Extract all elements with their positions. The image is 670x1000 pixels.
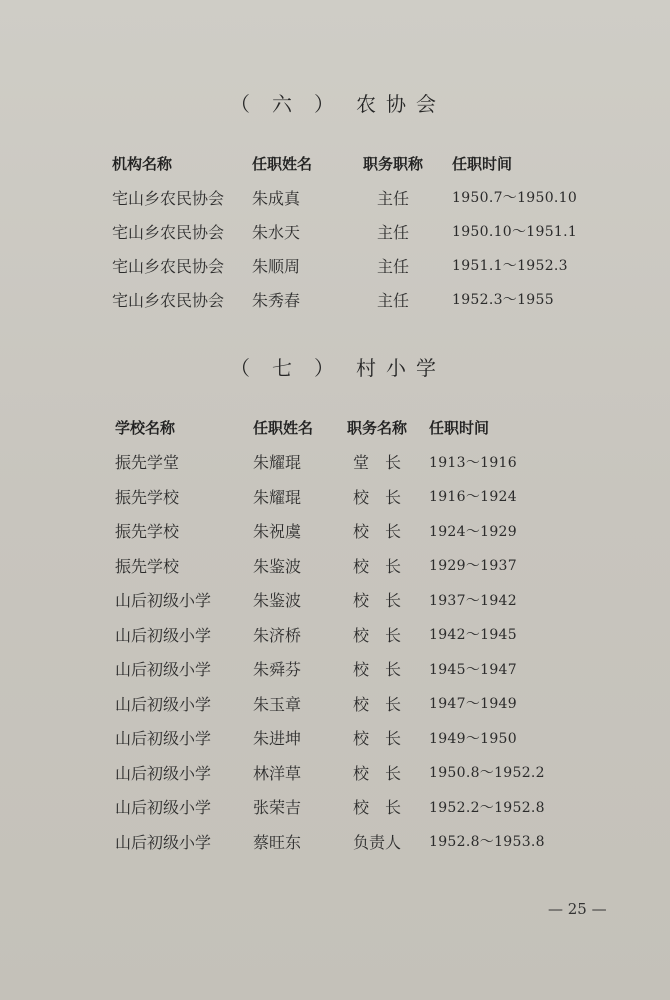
cell-position: 主任 [376,188,409,208]
header-term: 任职时间 [429,418,490,437]
title-number: 七 [272,356,294,380]
cell-person-name: 朱进坤 [253,729,302,749]
cell-term: 1949～1950 [429,730,517,747]
table-row [115,548,589,583]
table-row [115,790,589,825]
cell-org-name: 山后初级小学 [115,694,212,714]
title-paren-open: （ [230,356,252,380]
cell-position: 负责人 [352,832,401,852]
cell-person-name: 林洋草 [253,763,302,783]
table-row [115,652,589,687]
table-row [112,180,612,214]
cell-person-name: 蔡旺东 [253,832,302,852]
header-term: 任职时间 [452,154,513,173]
cell-person-name: 朱水天 [252,222,301,242]
title-name: 村小学 [356,356,446,380]
cell-org-name: 山后初级小学 [115,660,212,680]
cell-position: 校 长 [352,729,401,749]
cell-position: 校 长 [352,487,401,507]
table-row [115,686,589,721]
cell-term: 1952.8～1953.8 [429,834,545,851]
table-row [112,282,612,316]
cell-org-name: 宅山乡农民协会 [112,290,225,310]
cell-org-name: 山后初级小学 [115,763,212,783]
cell-person-name: 朱济桥 [253,625,302,645]
cell-position: 校 长 [352,556,401,576]
cell-person-name: 朱祝虞 [253,522,302,542]
cell-term: 1947～1949 [429,696,517,713]
cell-person-name: 张荣吉 [253,798,302,818]
cell-person-name: 朱玉章 [253,694,302,714]
cell-term: 1952.2～1952.8 [429,799,545,816]
cell-org-name: 宅山乡农民协会 [112,188,225,208]
cell-position: 校 长 [352,625,401,645]
cell-position: 校 长 [352,763,401,783]
cell-position: 校 长 [352,660,401,680]
cell-term: 1937～1942 [429,592,517,609]
title-name: 农协会 [356,92,446,116]
cell-person-name: 朱耀琨 [253,487,302,507]
cell-position: 主任 [376,290,409,310]
cell-org-name: 振先学堂 [115,453,180,473]
section-title-village-school [0,352,670,381]
section-title-farmers-association [0,88,670,117]
cell-term: 1950.7～1950.10 [452,190,578,206]
farmers-association-table [112,146,612,316]
cell-org-name: 振先学校 [115,522,180,542]
village-school-table [115,410,589,859]
cell-position: 堂 长 [352,453,401,473]
cell-org-name: 宅山乡农民协会 [112,222,225,242]
cell-org-name: 山后初级小学 [115,832,212,852]
cell-position: 主任 [376,222,409,242]
cell-org-name: 振先学校 [115,556,180,576]
cell-term: 1913～1916 [429,454,517,471]
cell-term: 1942～1945 [429,627,517,644]
table-row [115,824,589,859]
table-header-row [115,410,589,445]
table-row [112,214,612,248]
cell-term: 1951.1～1952.3 [452,258,568,274]
cell-person-name: 朱鉴波 [253,556,302,576]
table-row [115,514,589,549]
table-row [112,248,612,282]
cell-org-name: 山后初级小学 [115,591,212,611]
cell-position: 校 长 [352,694,401,714]
cell-org-name: 山后初级小学 [115,798,212,818]
cell-term: 1952.3～1955 [452,292,554,308]
cell-position: 校 长 [352,522,401,542]
cell-org-name: 山后初级小学 [115,729,212,749]
header-org-name: 机构名称 [112,154,173,173]
cell-person-name: 朱成真 [252,188,301,208]
cell-person-name: 朱耀琨 [253,453,302,473]
header-person-name: 任职姓名 [253,418,314,437]
cell-term: 1945～1947 [429,661,517,678]
cell-org-name: 宅山乡农民协会 [112,256,225,276]
table-row [115,583,589,618]
header-person-name: 任职姓名 [252,154,313,173]
cell-person-name: 朱秀春 [252,290,301,310]
header-position: 职务职称 [362,154,423,173]
table-row [115,479,589,514]
cell-org-name: 山后初级小学 [115,625,212,645]
cell-person-name: 朱鉴波 [253,591,302,611]
cell-position: 校 长 [352,591,401,611]
cell-person-name: 朱舜芬 [253,660,302,680]
table-row [115,721,589,756]
title-number: 六 [272,92,294,116]
header-school-name: 学校名称 [115,418,176,437]
cell-position: 主任 [376,256,409,276]
cell-term: 1950.10～1951.1 [452,224,578,240]
cell-term: 1929～1937 [429,558,517,575]
table-header-row [112,146,612,180]
cell-term: 1950.8～1952.2 [429,765,545,782]
title-paren-close: ） [314,92,336,116]
cell-term: 1924～1929 [429,523,517,540]
cell-org-name: 振先学校 [115,487,180,507]
cell-person-name: 朱顺周 [252,256,301,276]
title-paren-open: （ [230,92,252,116]
table-row [115,617,589,652]
cell-position: 校 长 [352,798,401,818]
header-position: 职务名称 [346,418,407,437]
page-number: — 25 — [548,900,607,918]
table-row [115,755,589,790]
cell-term: 1916～1924 [429,489,517,506]
table-row [115,445,589,480]
title-paren-close: ） [314,356,336,380]
